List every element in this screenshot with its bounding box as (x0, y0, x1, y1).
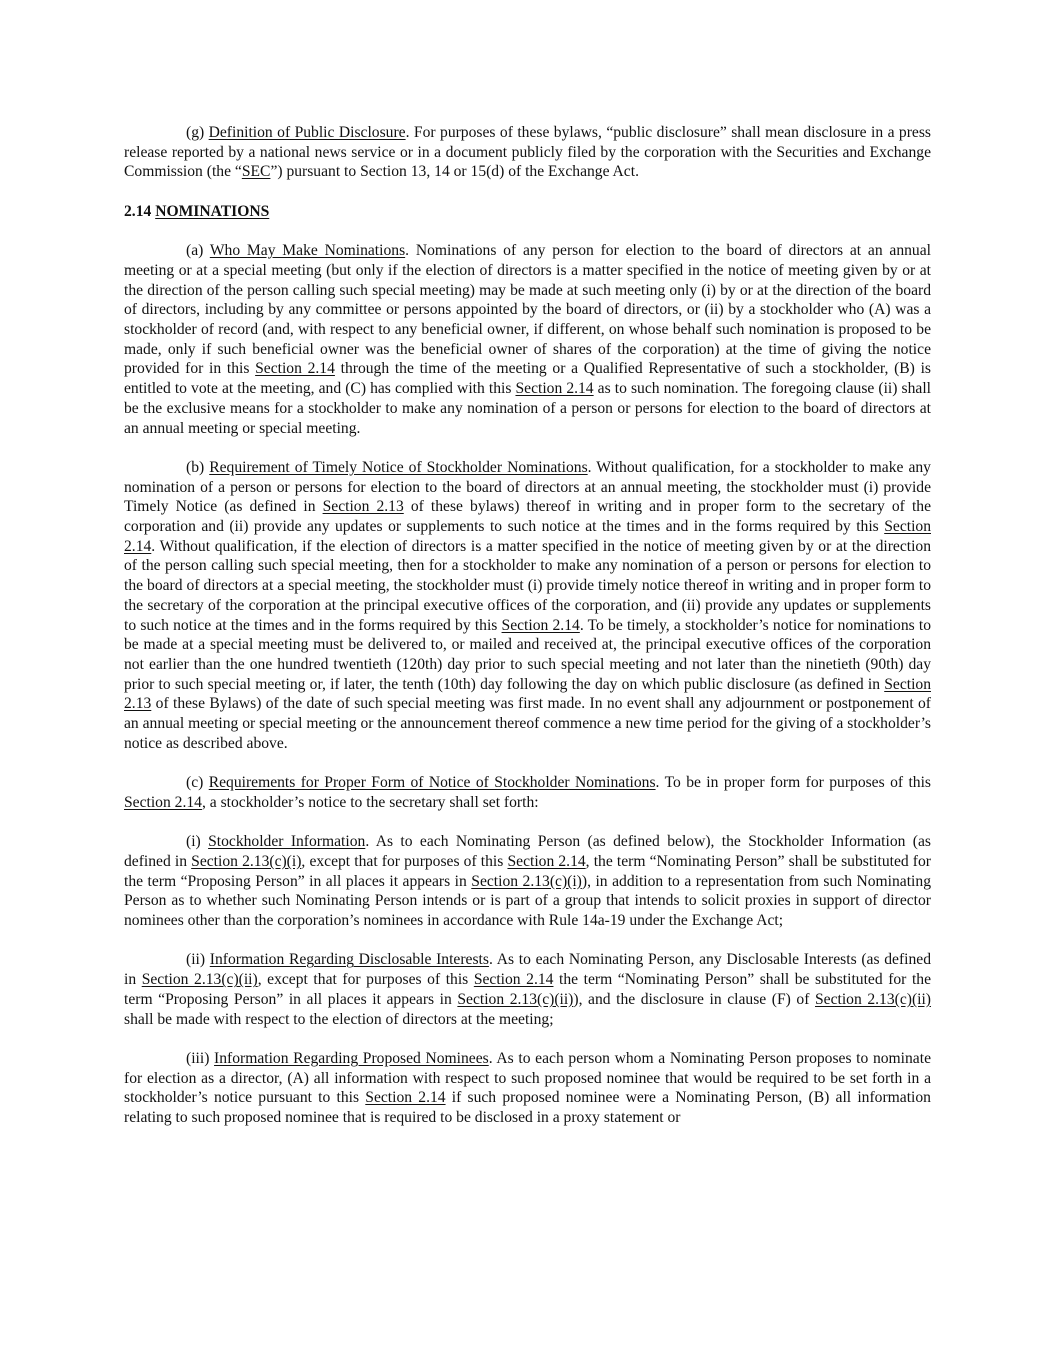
section-heading-nominations: 2.14 NOMINATIONS (124, 202, 270, 220)
paragraph-b-timely-notice: (b) Requirement of Timely Notice of Stockholder Nominations. Without qualification, for a stockholder to make any nomination of a person or persons for election to the board of directors at an annual meeting, the stockholder must (i) provide Timely Notice (as defined in Section 2.13 of these bylaws) thereof in writing and in proper form to the secretary of the corporation and (ii) provide any updates or supplements to such notice at the times and in the forms required by this Section 2.14. Without qualification, if the election of directors is a matter specified in the notice of meeting given by or at the direction of the person calling such special meeting, then for a stockholder to make any nomination of a person or persons for election to the board of directors at a special meeting, the stockholder must (i) provide timely notice thereof in writing and in proper form to the secretary of the corporation at the principal executive offices of the corporation, and (ii) provide any updates or supplements to such notice at the times and in the forms required by this Section 2.14. To be timely, a stockholder’s notice for nominations to be made at a special meeting must be delivered to, or mailed and received at, the principal executive offices of the corporation not earlier than the one hundred twentieth (120th) day prior to such special meeting and not later than the ninetieth (90th) day prior to such special meeting or, if later, the tenth (10th) day following the day on which public disclosure (as defined in Section 2.13 of these Bylaws) of the date of such special meeting was first made. In no event shall any adjournment or postponement of an annual meeting or special meeting or the announcement thereof commence a new time period for the giving of a stockholder’s notice as described above. (124, 458, 931, 752)
section-reference: Section 2.14 (124, 518, 931, 555)
paragraph-c-proper-form: (c) Requirements for Proper Form of Notice of Stockholder Nominations. To be in proper form for purposes of this Section 2.14, a stockholder’s notice to the secretary shall set forth: (124, 774, 931, 811)
section-reference: Section 2.14 (473, 971, 554, 989)
section-reference: Section 2.13 (322, 498, 404, 516)
paragraph-c-ii-disclosable-interests: (ii) Information Regarding Disclosable Interests. As to each Nominating Person, any Disclosable Interests (as defined in Section 2.13(c)(ii), except that for purposes of this Section 2.14 the term “Nominating Person” shall be substituted for the term “Proposing Person” in all places it appears in Section 2.13(c)(ii)), and the disclosure in clause (F) of Section 2.13(c)(ii) shall be made with respect to the election of directors at the meeting; (124, 951, 932, 1028)
section-reference: Section 2.14 (515, 380, 594, 398)
section-reference: Section 2.13 (124, 675, 931, 713)
section-reference: Section 2.13(c)(ii) (815, 990, 931, 1008)
section-reference: Section 2.14 (124, 793, 202, 811)
heading-stockholder-information: Stockholder Information (208, 833, 366, 851)
section-reference: Section 2.13(c)(i) (471, 872, 582, 890)
paragraph-c-i-stockholder-information: (i) Stockholder Information. As to each Nominating Person (as defined below), the Stockholder Information (as defined in Section 2.13(c)(i), except that for purposes of this Section 2.14, the term “Nominating Person” shall be substituted for the term “Proposing Person” in all places it appears in Section 2.13(c)(i)), in addition to a representation from such Nominating Person as to whether such Nominating Person intends or is part of a group that intends to solicit proxies in support of director nominees other than the corporation’s nominees in accordance with Rule 14a-19 under the Exchange Act; (124, 833, 931, 930)
document-page (124, 123, 931, 1128)
section-reference: Section 2.14 (255, 360, 335, 378)
section-reference: Section 2.14 (501, 616, 580, 634)
heading-timely-notice: Requirement of Timely Notice of Stockholder Nominations (209, 458, 588, 476)
paragraph-c-iii-proposed-nominees: (iii) Information Regarding Proposed Nominees. As to each person whom a Nominating Person proposes to nominate for election as a director, (A) all information with respect to such proposed nominee that would be required to be set forth in a stockholder’s notice pursuant to this Section 2.14 if such proposed nominee were a Nominating Person, (B) all information relating to such proposed nominee that is required to be disclosed in a proxy statement or (124, 1049, 931, 1127)
heading-who-may-make-nominations: Who May Make Nominations (209, 242, 406, 260)
section-reference: Section 2.14 (365, 1089, 446, 1107)
heading-public-disclosure: Definition of Public Disclosure (208, 124, 406, 141)
section-reference: Section 2.14 (507, 852, 586, 870)
paragraph-g-public-disclosure: (g) Definition of Public Disclosure. For purposes of these bylaws, “public disclosure” shall mean disclosure in a press release reported by a national news service or in a document publicly filed by the corporation with the Securities and Exchange Commission (the “SEC”) pursuant to Section 13, 14 or 15(d) of the Exchange Act. (124, 124, 931, 181)
section-reference: Section 2.13(c)(ii) (457, 990, 574, 1008)
section-reference: Section 2.13(c)(i) (191, 852, 302, 870)
section-reference: Section 2.13(c)(ii) (141, 971, 258, 989)
term-sec: SEC (241, 163, 271, 181)
heading-proper-form: Requirements for Proper Form of Notice of Stockholder Nominations (208, 774, 656, 792)
paragraph-a-who-may-make-nominations: (a) Who May Make Nominations. Nominations of any person for election to the board of directors at an annual meeting or at a special meeting (but only if the election of directors is a matter specified in the notice of meeting given by or at the direction of the person calling such special meeting) may be made at such meeting only (i) by or at the direction of the board of directors, including by any committee or persons appointed by the board of directors, or (ii) by a stockholder who (A) was a stockholder of record (and, with respect to any beneficial owner, if different, on whose behalf such nomination is proposed to be made, only if such beneficial owner was the beneficial owner of shares of the corporation) at the time of giving the notice provided for in this Section 2.14 through the time of the meeting or a Qualified Representative of such a stockholder, (B) is entitled to vote at the meeting, and (C) has complied with this Section 2.14 as to such nomination. The foregoing clause (ii) shall be the exclusive means for a stockholder to make any nomination of a person or persons for election to the board of directors at an annual meeting or special meeting. (124, 242, 931, 437)
heading-disclosable-interests: Information Regarding Disclosable Interests (209, 951, 489, 969)
heading-proposed-nominees: Information Regarding Proposed Nominees (214, 1049, 489, 1067)
